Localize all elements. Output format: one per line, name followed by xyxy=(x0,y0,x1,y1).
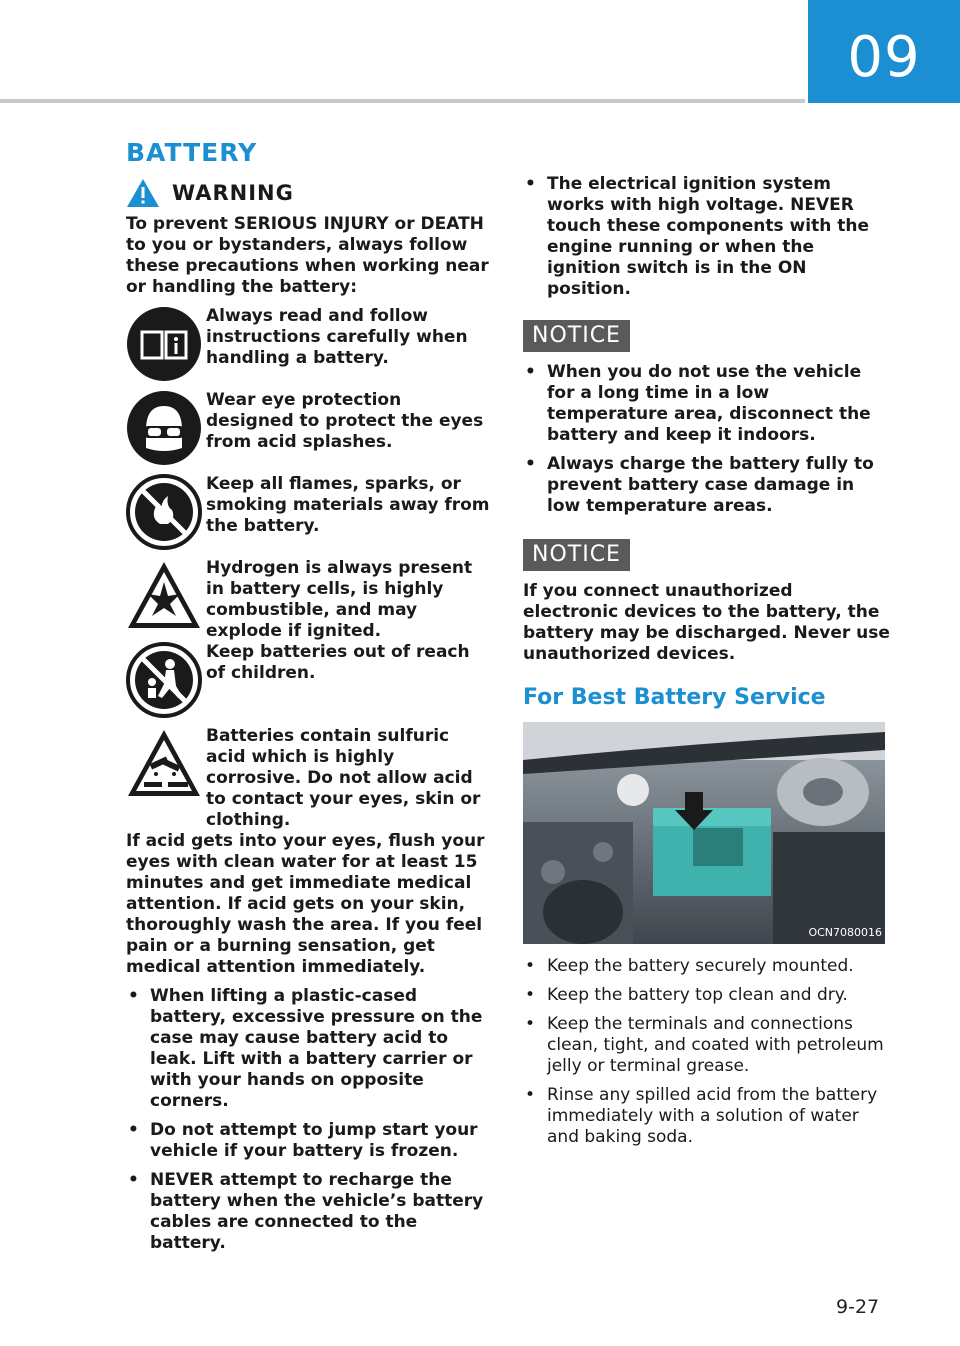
warning-item-text: Hydrogen is always present in battery cells, is highly combustible, and may explode if ignited. xyxy=(206,558,473,641)
warning-triangle-icon xyxy=(126,178,160,208)
list-item: • NEVER attempt to recharge the battery when the vehicle’s battery cables are connected to the battery. xyxy=(128,1170,484,1253)
section-title: BATTERY xyxy=(126,138,258,167)
list-item: • The electrical ignition system works with high voltage. NEVER touch these components with the engine running or when the ignition switch is in the ON position. xyxy=(525,174,869,299)
warning-label: WARNING xyxy=(172,180,294,205)
acid-instructions: If acid gets into your eyes, flush your eyes with clean water for at least 15 minutes and get immediate medical attention. If acid gets on your skin, thoroughly wash the area. If you feel pain or a burning sensation, get medical attention immediately. xyxy=(126,831,485,977)
warning-item xyxy=(126,390,491,474)
list-item: • When you do not use the vehicle for a long time in a low temperature area, disconnect the battery and keep it indoors. xyxy=(525,362,871,445)
page-number: 9-27 xyxy=(836,1296,880,1318)
goggles-icon xyxy=(126,390,202,466)
no-flame-icon xyxy=(126,474,202,550)
notice-label: NOTICE xyxy=(523,320,630,352)
image-code: OCN7080016 xyxy=(808,926,882,939)
header-rule xyxy=(0,99,805,103)
warning-bullet-list-continued xyxy=(523,174,891,300)
list-item: • Keep the terminals and connections clean, tight, and coated with petroleum jelly or terminal grease. xyxy=(525,1014,884,1076)
notice-text: If you connect unauthorized electronic devices to the battery, the battery may be discharged. Never use unauthorized devices. xyxy=(523,581,890,664)
explosion-hazard-icon xyxy=(126,558,202,634)
warning-item-text: Batteries contain sulfuric acid which is highly corrosive. Do not allow acid to contact your eyes, skin or clothing. xyxy=(206,726,481,830)
chapter-tab xyxy=(808,0,960,103)
warning-item xyxy=(126,558,491,642)
warning-intro: To prevent SERIOUS INJURY or DEATH to you or bystanders, always follow these precautions when working near or handling the battery: xyxy=(126,214,489,297)
service-title: For Best Battery Service xyxy=(523,685,826,710)
warning-item xyxy=(126,474,491,558)
notice-bullet-list xyxy=(523,362,891,517)
list-item: • Rinse any spilled acid from the battery immediately with a solution of water and baking soda. xyxy=(525,1085,878,1147)
warning-item xyxy=(126,642,491,726)
warning-item-text: Wear eye protection designed to protect the eyes from acid splashes. xyxy=(206,390,484,452)
service-bullet-list xyxy=(523,956,891,1148)
warning-item-text: Keep all flames, sparks, or smoking materials away from the battery. xyxy=(206,474,490,536)
warning-item xyxy=(126,306,491,390)
left-column xyxy=(126,178,491,1262)
right-column xyxy=(523,174,891,1156)
warning-bullet-list xyxy=(126,986,491,1254)
warning-item-text: Always read and follow instructions carefully when handling a battery. xyxy=(206,306,468,368)
list-item: • Do not attempt to jump start your vehicle if your battery is frozen. xyxy=(128,1120,478,1161)
list-item: • Keep the battery top clean and dry. xyxy=(525,985,848,1005)
warning-header xyxy=(126,178,491,208)
chapter-number: 09 xyxy=(847,25,921,90)
engine-bay-illustration xyxy=(523,722,885,944)
notice-label: NOTICE xyxy=(523,539,630,571)
list-item: • Always charge the battery fully to prevent battery case damage in low temperature areas. xyxy=(525,454,874,516)
warning-item xyxy=(126,726,491,831)
keep-away-children-icon xyxy=(126,642,202,718)
engine-bay-photo xyxy=(523,722,885,944)
list-item: • When lifting a plastic-cased battery, excessive pressure on the case may cause battery acid to leak. Lift with a battery carrier or with your hands on opposite corners. xyxy=(128,986,483,1111)
manual-icon xyxy=(126,306,202,382)
corrosive-icon xyxy=(126,726,202,802)
list-item: • Keep the battery securely mounted. xyxy=(525,956,854,976)
warning-item-text: Keep batteries out of reach of children. xyxy=(206,642,470,683)
